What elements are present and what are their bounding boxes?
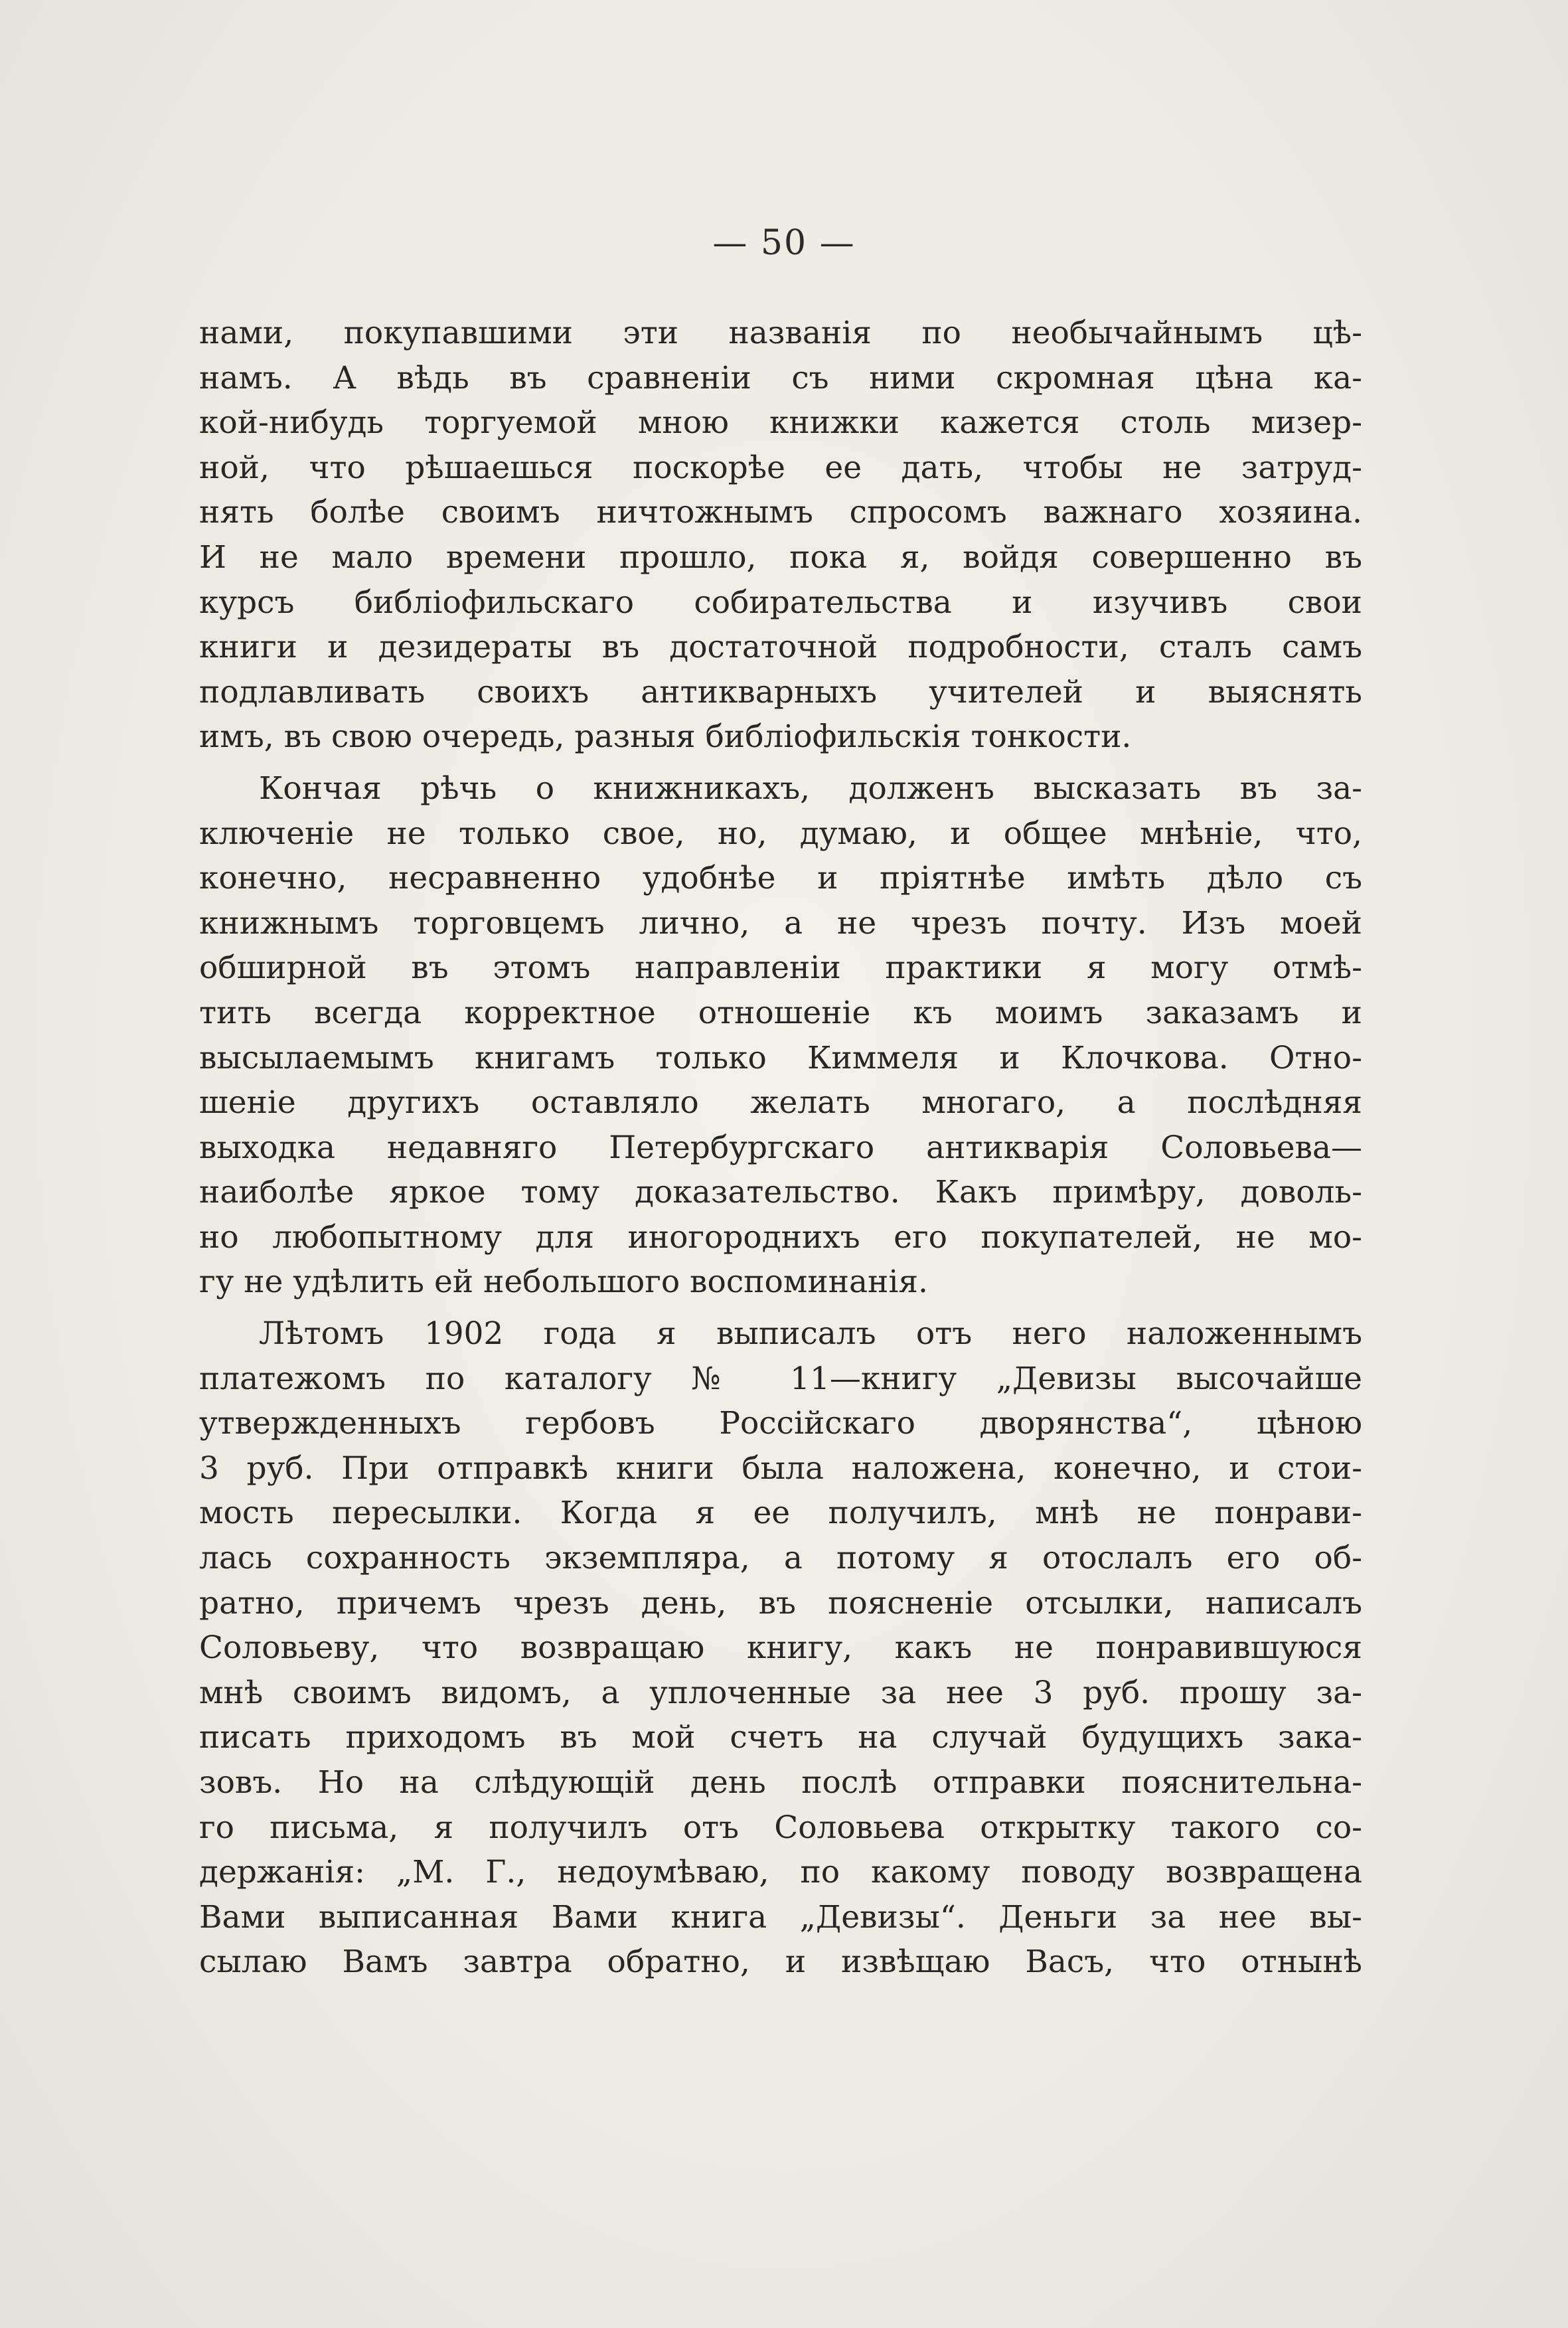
text-line: подлавливать своихъ антикварныхъ учителей и выяснять: [199, 673, 1362, 710]
text-line: мнѣ своимъ видомъ, а уплоченные за нее 3 руб. прошу за-: [199, 1674, 1362, 1711]
text-line: выходка недавняго Петербургскаго антикварія Соловьева—: [199, 1129, 1362, 1166]
text-line: Соловьеву, что возвращаю книгу, какъ не понравившуюся: [199, 1629, 1362, 1667]
text-line: курсъ библіофильскаго собирательства и изучивъ свои: [199, 584, 1362, 621]
text-line: лась сохранность экземпляра, а потому я отослалъ его об-: [199, 1540, 1362, 1577]
text-line: кой-нибудь торгуемой мною книжки кажется столь мизер-: [199, 404, 1362, 442]
text-line: И не мало времени прошло, пока я, войдя совершенно въ: [199, 539, 1362, 576]
text-line: нять болѣе своимъ ничтожнымъ спросомъ важнаго хозяина.: [199, 494, 1362, 531]
text-line: Кончая рѣчь о книжникахъ, долженъ высказать въ за-: [259, 770, 1362, 807]
page-number: — 50 —: [712, 223, 856, 263]
text-line: обширной въ этомъ направленіи практики я могу отмѣ-: [199, 950, 1362, 987]
text-line: книги и дезидераты въ достаточной подробности, сталъ самъ: [199, 629, 1362, 666]
text-line: мость пересылки. Когда я ее получилъ, мнѣ не понрави-: [199, 1495, 1362, 1532]
text-line: держанія: „М. Г., недоумѣваю, по какому поводу возвращена: [199, 1854, 1362, 1891]
paragraph-3: [199, 1311, 1362, 1985]
text-line: зовъ. Но на слѣдующій день послѣ отправки пояснительна-: [199, 1764, 1362, 1801]
text-line: наиболѣе яркое тому доказательство. Какъ примѣру, доволь-: [199, 1174, 1362, 1211]
text-line: 3 руб. При отправкѣ книги была наложена, конечно, и стои-: [199, 1450, 1362, 1487]
text-line: платежомъ по каталогу № 11—книгу „Девизы высочайше: [199, 1360, 1362, 1397]
text-line: Вами выписанная Вами книга „Девизы“. Деньги за нее вы-: [199, 1898, 1362, 1936]
text-line: го письма, я получилъ отъ Соловьева открытку такого со-: [199, 1809, 1362, 1846]
text-line: шеніе другихъ оставляло желать многаго, а послѣдняя: [199, 1084, 1362, 1122]
text-line: утвержденныхъ гербовъ Россійскаго дворянства“, цѣною: [199, 1405, 1362, 1442]
text-line: конечно, несравненно удобнѣе и пріятнѣе имѣть дѣло съ: [199, 860, 1362, 897]
text-line: тить всегда корректное отношеніе къ моимъ заказамъ и: [199, 994, 1362, 1031]
text-line: гу не удѣлить ей небольшого воспоминанія.: [199, 1264, 928, 1301]
text-line: сылаю Вамъ завтра обратно, и извѣщаю Васъ, что отнынѣ: [199, 1944, 1362, 1981]
text-line: ключеніе не только свое, но, думаю, и общее мнѣніе, что,: [199, 815, 1362, 852]
text-line: Лѣтомъ 1902 года я выписалъ отъ него наложеннымъ: [259, 1315, 1362, 1353]
page-body: [199, 311, 1362, 1985]
text-line: намъ. А вѣдь въ сравненіи съ ними скромная цѣна ка-: [199, 359, 1362, 396]
paragraph-2: [199, 766, 1362, 1305]
text-line: высылаемымъ книгамъ только Киммеля и Клочкова. Отно-: [199, 1039, 1362, 1076]
text-line: ратно, причемъ чрезъ день, въ поясненіе отсылки, написалъ: [199, 1584, 1362, 1621]
text-line: ной, что рѣшаешься поскорѣе ее дать, чтобы не затруд-: [199, 449, 1362, 486]
paragraph-1: [199, 311, 1362, 760]
text-line: но любопытному для иногороднихъ его покупателей, не мо-: [199, 1218, 1362, 1256]
text-line: писать приходомъ въ мой счетъ на случай будущихъ зака-: [199, 1719, 1362, 1756]
text-line: нами, покупавшими эти названія по необычайнымъ цѣ-: [199, 315, 1362, 351]
text-line: книжнымъ торговцемъ лично, а не чрезъ почту. Изъ моей: [199, 904, 1362, 942]
text-line: имъ, въ свою очередь, разныя библіофильскія тонкости.: [199, 718, 1132, 756]
